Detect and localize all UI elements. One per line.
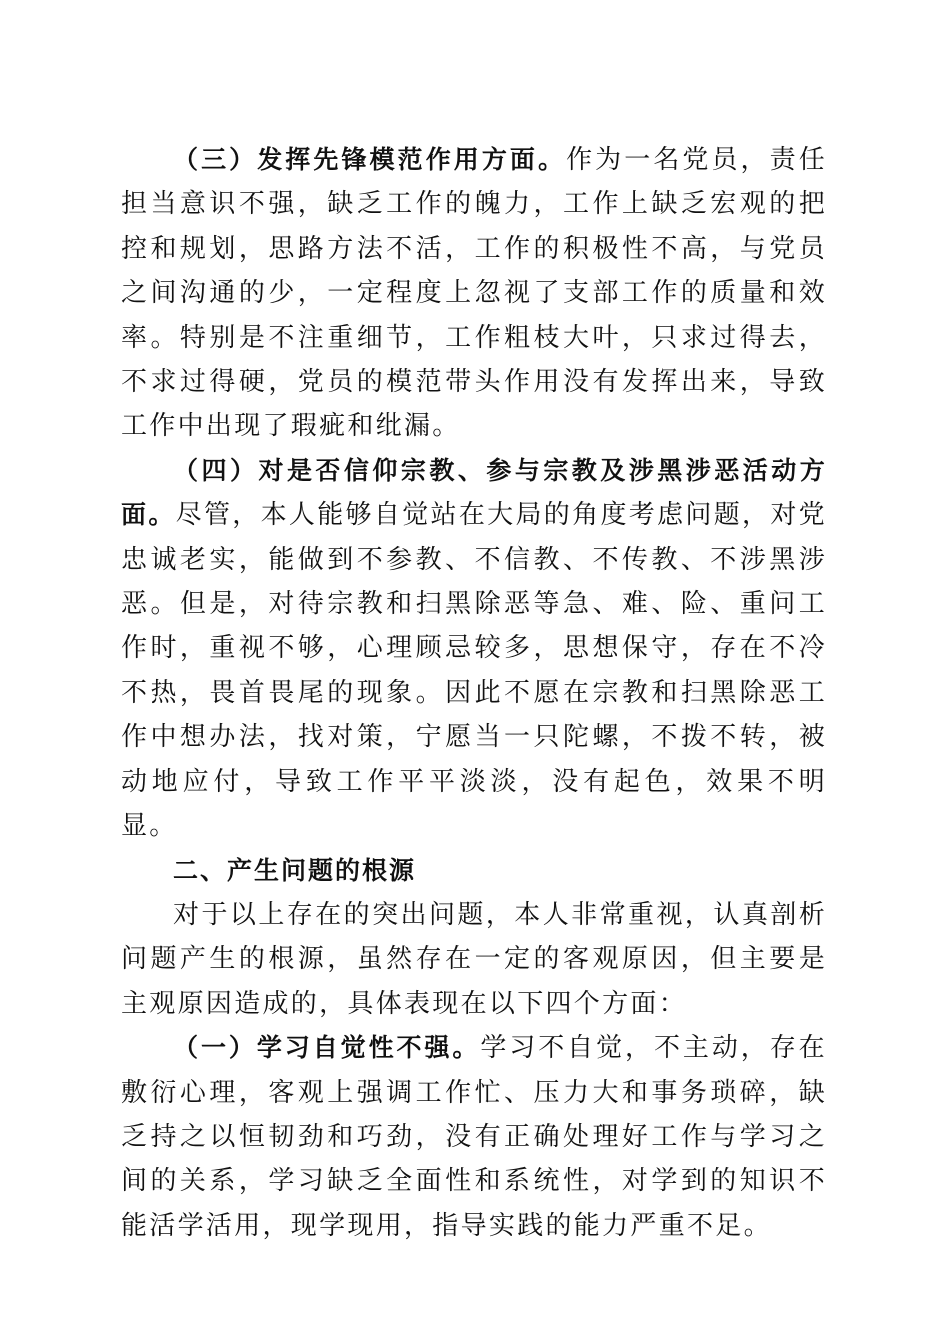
- paragraph-study-awareness: [121, 1026, 827, 1248]
- paragraph-body-text: 尽管，本人能够自觉站在大局的角度考虑问题，对党忠诚老实，能做到不参教、不信教、不传教、不涉黑涉恶。但是，对待宗教和扫黑除恶等急、难、险、重问工作时，重视不够，心理顾忌较多，思想保守，存在不冷不热，畏首畏尾的现象。因此不愿在宗教和扫黑除恶工作中想办法，找对策，宁愿当一只陀螺，不拨不转，被动地应付，导致工作平平淡淡，没有起色，效果不明显。: [121, 500, 827, 842]
- paragraph-root-causes-intro: [121, 893, 827, 1026]
- paragraph-body-text: 作为一名党员，责任担当意识不强，缺乏工作的魄力，工作上缺乏宏观的把控和规划，思路方法不活，工作的积极性不高，与党员之间沟通的少，一定程度上忽视了支部工作的质量和效率。特别是不注重细节，工作粗枝大叶，只求过得去，不求过得硬，党员的模范带头作用没有发挥出来，导致工作中出现了瑕疵和纰漏。: [121, 145, 828, 442]
- section-heading-root-causes: 二、产生问题的根源: [173, 855, 417, 885]
- document-body: [121, 138, 827, 1248]
- paragraph-religion-crime: [121, 449, 827, 849]
- paragraph-pioneer-role: [121, 138, 827, 449]
- paragraph-lead-heading: （一）学习自觉性不强。: [173, 1033, 481, 1063]
- paragraph-body-text: 对于以上存在的突出问题，本人非常重视，认真剖析问题产生的根源，虽然存在一定的客观原因，但主要是主观原因造成的，具体表现在以下四个方面：: [121, 899, 827, 1019]
- paragraph-body-text: 学习不自觉，不主动，存在敷衍心理，客观上强调工作忙、压力大和事务琐碎，缺乏持之以恒韧劲和巧劲，没有正确处理好工作与学习之间的关系，学习缺乏全面性和系统性，对学到的知识不能活学活用，现学现用，指导实践的能力严重不足。: [121, 1033, 827, 1241]
- paragraph-lead-heading: （四）对是否信仰宗教、参与宗教及涉黑涉恶活动方面。: [121, 455, 827, 530]
- paragraph-lead-heading: （三）发挥先锋模范作用方面。: [173, 145, 567, 174]
